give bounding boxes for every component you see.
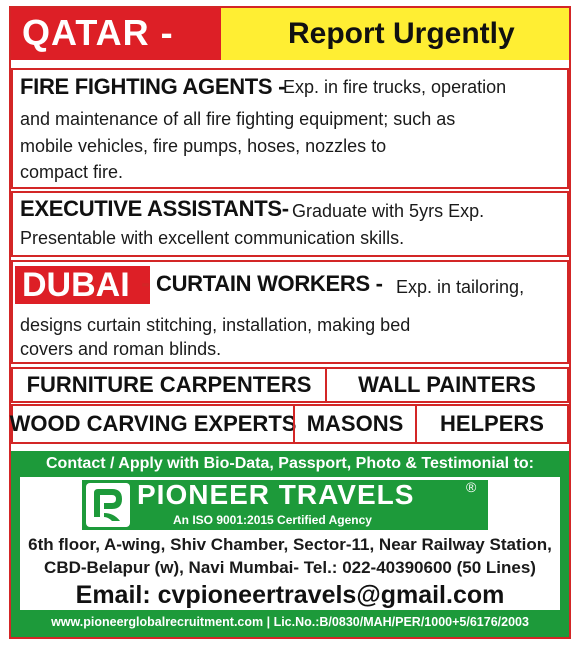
curtain-workers-desc-1: Exp. in tailoring,	[396, 277, 525, 297]
executive-assistants-desc-2: Presentable with excellent communication skills.	[20, 228, 405, 248]
company-name: PIONEER TRAVELS	[137, 479, 415, 510]
header-country: QATAR -	[22, 12, 174, 53]
header-urgency: Report Urgently	[288, 17, 515, 50]
fire-fighting-desc-4: compact fire.	[20, 162, 124, 182]
fire-fighting-title: FIRE FIGHTING AGENTS -	[20, 74, 286, 99]
fire-fighting-desc-2: and maintenance of all fire fighting equipment; such as	[20, 109, 456, 129]
helpers-cell: HELPERS	[415, 404, 569, 444]
registered-mark: ®	[466, 479, 477, 495]
curtain-workers-desc-3: covers and roman blinds.	[20, 339, 222, 359]
address-line-1: 6th floor, A-wing, Shiv Chamber, Sector-11, Near Railway Station,	[28, 535, 552, 554]
curtain-workers-desc-2: designs curtain stitching, installation, making bed	[20, 315, 411, 335]
contact-heading: Contact / Apply with Bio-Data, Passport, Photo & Testimonial to:	[45, 455, 534, 472]
executive-assistants-desc-1: Graduate with 5yrs Exp.	[292, 201, 485, 221]
masons-cell: MASONS	[293, 404, 417, 444]
pioneer-travels-logo-icon	[86, 483, 130, 527]
dubai-country: DUBAI	[22, 266, 130, 304]
fire-fighting-desc-3: mobile vehicles, fire pumps, hoses, nozzles to	[20, 136, 387, 156]
dubai-dash: -	[141, 267, 151, 298]
footer-website-license[interactable]: www.pioneerglobalrecruitment.com | Lic.No.:B/0830/MAH/PER/1000+5/6176/2003	[51, 615, 529, 629]
furniture-carpenters-cell: FURNITURE CARPENTERS	[11, 367, 327, 403]
fire-fighting-desc-1: Exp. in fire trucks, operation	[283, 77, 507, 97]
iso-certification: An ISO 9001:2015 Certified Agency	[173, 513, 372, 527]
address-line-2: CBD-Belapur (w), Navi Mumbai- Tel.: 022-40390600 (50 Lines)	[44, 558, 536, 577]
wall-painters-cell: WALL PAINTERS	[325, 367, 569, 403]
contact-email[interactable]: Email: cvpioneertravels@gmail.com	[75, 581, 505, 609]
executive-assistants-title: EXECUTIVE ASSISTANTS-	[20, 196, 289, 221]
curtain-workers-title: CURTAIN WORKERS -	[156, 271, 383, 296]
wood-carving-experts-cell: WOOD CARVING EXPERTS	[11, 404, 295, 444]
